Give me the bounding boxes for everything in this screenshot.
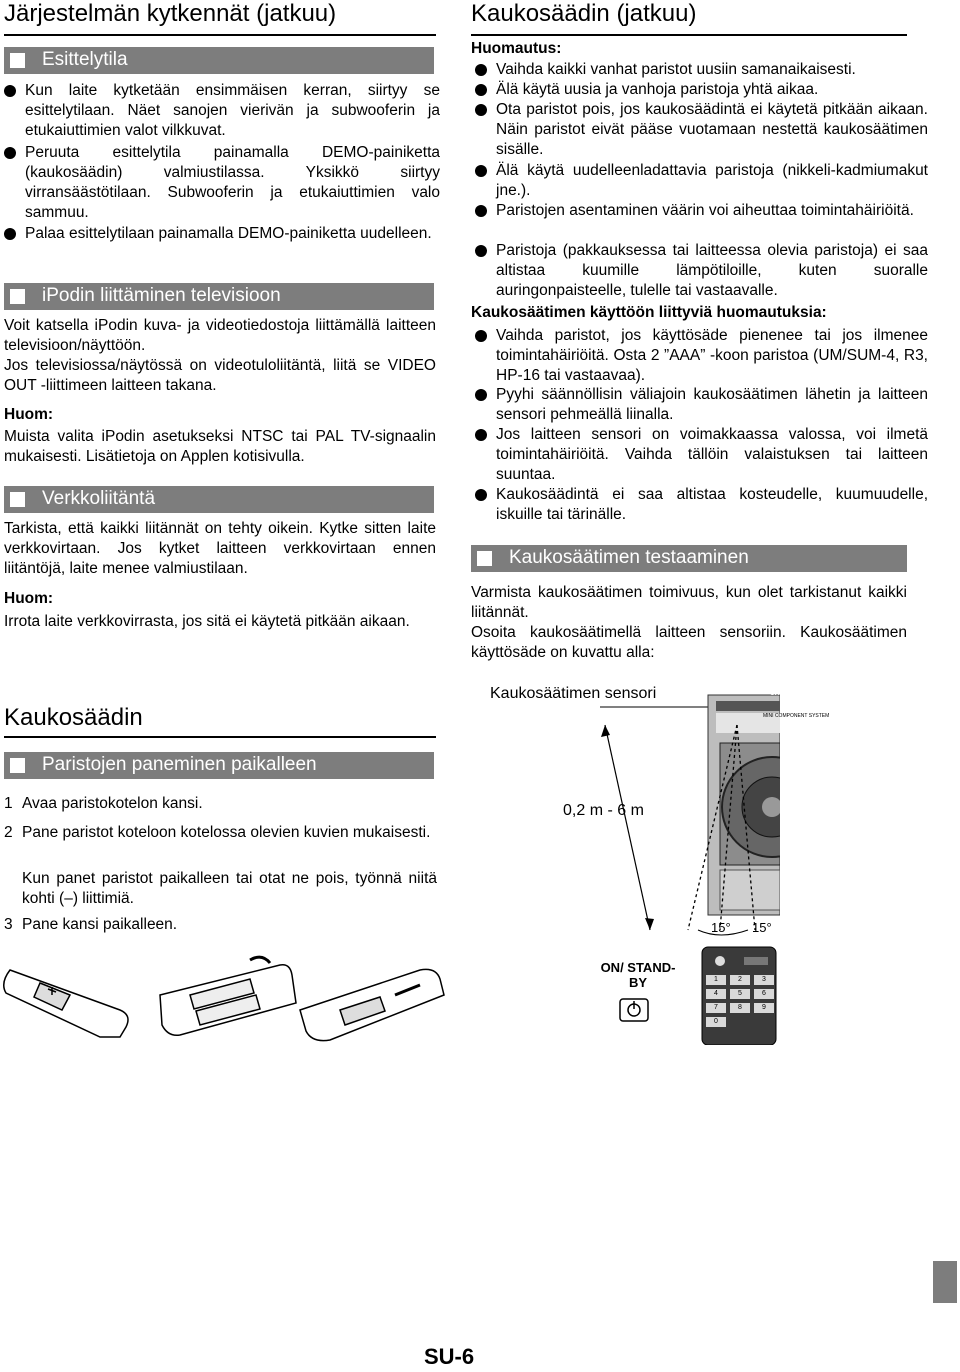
- remote-open-cover-illustration: [4, 970, 128, 1037]
- testaus-paragraph-2: Osoita kaukosäätimellä laitteen sensoriin. Kaukosäätimen käyttösäde on kuvattu alla:: [471, 624, 907, 661]
- keypad-key: 0: [706, 1017, 726, 1027]
- bullet-dot-icon: [475, 165, 487, 177]
- kaukosaadin-title: Kaukosäädin: [4, 704, 143, 731]
- keypad-key: 9: [754, 1003, 774, 1013]
- kaukosaadin-title-rule: [4, 736, 436, 738]
- bullet-dot-icon: [475, 205, 487, 217]
- bullet-item: Vaihda paristot, jos käyttösäde pienenee tai jos ilmenee toimintahäiriöitä. Osta 2 ”AAA” -koon paristoa (UM/SUM-4, R3, HP-16 tai vastaavaa).: [475, 326, 928, 386]
- remote-keypad: [706, 975, 774, 1027]
- bullet-item: Kaukosäädintä ei saa altistaa kosteudelle, kuumuudelle, iskuille tai tärinälle.: [475, 485, 928, 525]
- section-heading-verkkoliitanta: Verkkoliitäntä: [4, 486, 434, 513]
- verkko-paragraph: Tarkista, että kaikki liitännät on tehty oikein. Kytke sitten laite verkkovirtaan. Jos kytket laitteen verkkovirtaan ennen liitäntöjä, laite menee valmiustilaan.: [4, 520, 436, 577]
- ipod-note: Muista valita iPodin asetukseksi NTSC tai PAL TV-signaalin mukaisesti. Lisätietoja on Applen kotisivulla.: [4, 428, 436, 465]
- section-heading-ipod: iPodin liittäminen televisioon: [4, 283, 434, 310]
- battery-installation-illustration: [0, 955, 450, 1045]
- bullet-item: Pyyhi säännöllisin väliajoin kaukosäätimen lähetin ja laitteen sensori pehmeällä liinalla.: [475, 385, 928, 425]
- bullet-item: Kun laite kytketään ensimmäisen kerran, siirtyy se esittelytilaan. Näet sanojen vierivän ja subwooferin ja etukaiuttimien valot vilkkuvat.: [4, 81, 440, 141]
- square-bullet-icon: [10, 758, 25, 773]
- verkko-note-label: Huom:: [4, 590, 54, 607]
- section-heading-paristot: Paristojen paneminen paikalleen: [4, 752, 434, 779]
- bullet-dot-icon: [475, 245, 487, 257]
- keypad-key: 2: [730, 975, 750, 985]
- device-caption: MINI COMPONENT SYSTEM: [763, 713, 830, 719]
- bullet-dot-icon: [475, 84, 487, 96]
- bullet-item: Paristojen asentaminen väärin voi aiheuttaa toimintahäiriöitä.: [475, 201, 928, 221]
- bullet-dot-icon: [475, 64, 487, 76]
- bullet-dot-icon: [475, 104, 487, 116]
- remote-batteries-illustration: [160, 957, 296, 1035]
- keypad-key: 6: [754, 989, 774, 999]
- verkko-note: Irrota laite verkkovirrasta, jos sitä ei käytetä pitkään aikaan.: [4, 613, 410, 630]
- keypad-key: 1: [706, 975, 726, 985]
- step-note: Kun panet paristot paikalleen tai otat ne pois, työnnä niitä kohti (–) liittimiä.: [22, 870, 437, 907]
- square-bullet-icon: [10, 289, 25, 304]
- bullet-item: Peruuta esittelytila painamalla DEMO-painiketta (kaukosäädin) valmiustilassa. Yksikkö siirtyy virransäästötilaan. Subwooferin ja etukaiuttimien valo sammuu.: [4, 143, 440, 223]
- square-bullet-icon: [10, 492, 25, 507]
- section-heading-esittelytila: Esittelytila: [4, 47, 434, 74]
- ipod-note-label: Huom:: [4, 406, 54, 423]
- step-item: 1 Avaa paristokotelon kansi.: [4, 795, 203, 812]
- testaus-paragraph-1: Varmista kaukosäätimen toimivuus, kun olet tarkistanut kaikki liitännät.: [471, 584, 907, 621]
- bullet-item: Jos laitteen sensori on voimakkaassa valossa, voi ilmetä toimintahäiriöitä. Vaihda tällöin valaistuksen tai laitteen suuntaa.: [475, 425, 928, 485]
- step-item: 2 Pane paristot koteloon kotelossa olevien kuvien mukaisesti.: [4, 824, 431, 841]
- angle-left-label: 15°: [711, 920, 731, 935]
- bullet-item: Paristoja (pakkauksessa tai laitteessa olevia paristoja) ei saa altistaa kuumille lämpötiloille, kuten suoralle auringonpaisteelle, tulelle tai vastaavalle.: [475, 241, 928, 301]
- brand-logo: SHARP: [770, 690, 795, 697]
- sensor-label: Kaukosäätimen sensori: [490, 685, 657, 702]
- bullet-item: Palaa esittelytilaan painamalla DEMO-painiketta uudelleen.: [4, 224, 440, 244]
- ipod-paragraph-1: Voit katsella iPodin kuva- ja videotiedostoja liittämällä laitteen televisioon/näyttöön.: [4, 317, 436, 354]
- keypad-key: 3: [754, 975, 774, 985]
- side-tab-marker: [933, 1261, 957, 1303]
- kaytto-label: Kaukosäätimen käyttöön liittyviä huomautuksia:: [471, 304, 827, 321]
- on-standby-label: ON/ STAND-BY: [600, 960, 676, 990]
- bullet-dot-icon: [475, 489, 487, 501]
- right-page-title: Kaukosäädin (jatkuu): [471, 0, 697, 27]
- keypad-key: 8: [730, 1003, 750, 1013]
- bullet-dot-icon: [475, 389, 487, 401]
- bullet-dot-icon: [475, 429, 487, 441]
- square-bullet-icon: [477, 551, 492, 566]
- bullet-item: Älä käytä uusia ja vanhoja paristoja yhtä aikaa.: [475, 80, 928, 100]
- bullet-item: Vaihda kaikki vanhat paristot uusiin samanaikaisesti.: [475, 60, 928, 80]
- bullet-item: Ota paristot pois, jos kaukosäädintä ei käytetä pitkään aikaan. Näin paristot eivät pääse vuotamaan nestettä kaukosäätimen sisälle.: [475, 100, 928, 160]
- square-bullet-icon: [10, 53, 25, 68]
- left-title-rule: [4, 34, 436, 36]
- step-item: 3 Pane kansi paikalleen.: [4, 916, 178, 933]
- section-heading-testaaminen: Kaukosäätimen testaaminen: [471, 545, 907, 572]
- right-title-rule: [471, 34, 907, 36]
- bullet-dot-icon: [475, 330, 487, 342]
- bullet-item: Älä käytä uudelleenladattavia paristoja (nikkeli-kadmiumakut jne.).: [475, 161, 928, 201]
- remote-close-cover-illustration: [300, 969, 444, 1040]
- left-page-title: Järjestelmän kytkennät (jatkuu): [4, 0, 337, 27]
- bullet-dot-icon: [4, 147, 16, 159]
- keypad-key: 5: [730, 989, 750, 999]
- bullet-dot-icon: [4, 228, 16, 240]
- distance-label: 0,2 m - 6 m: [563, 802, 644, 819]
- bullet-dot-icon: [4, 85, 16, 97]
- ipod-paragraph-2: Jos televisiossa/näytössä on videotuloliitäntä, liitä se VIDEO OUT -liittimeen laitteen takana.: [4, 357, 436, 394]
- huomautus-label: Huomautus:: [471, 40, 562, 57]
- keypad-key: 4: [706, 989, 726, 999]
- keypad-key: 7: [706, 1003, 726, 1013]
- page-number: SU-6: [424, 1344, 475, 1369]
- angle-right-label: 15°: [752, 920, 772, 935]
